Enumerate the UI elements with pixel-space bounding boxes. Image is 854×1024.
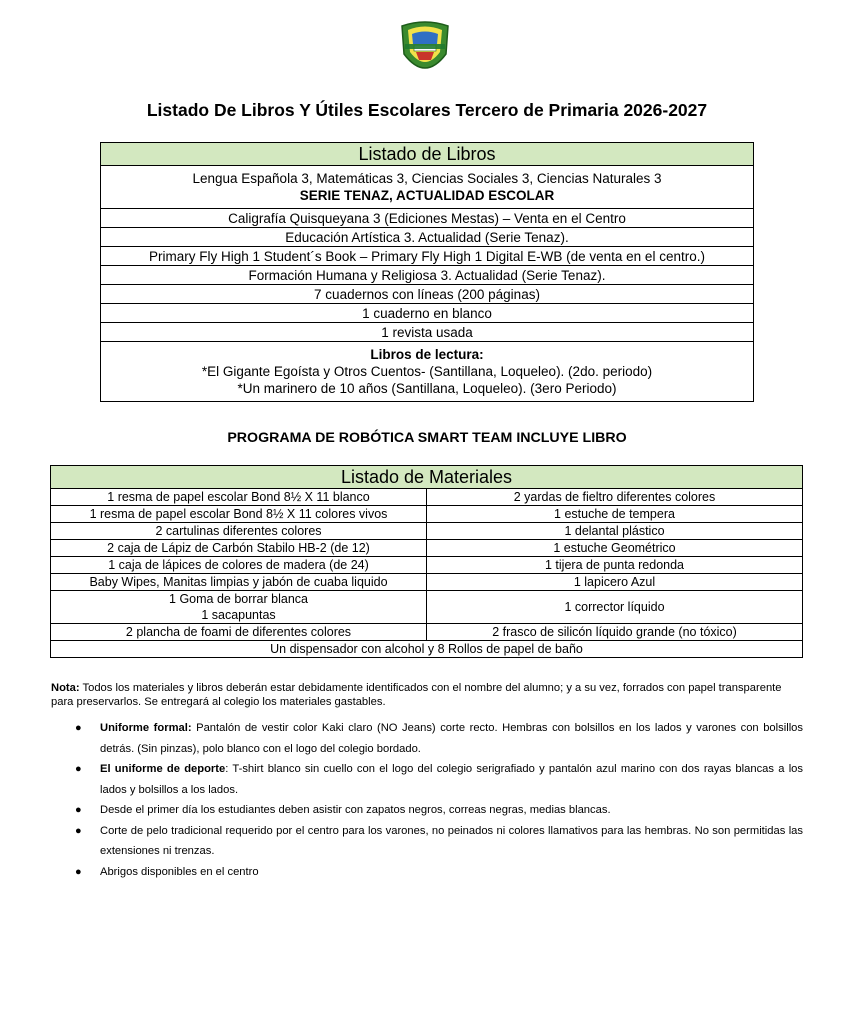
books-series-label: SERIE TENAZ, ACTUALIDAD ESCOLAR: [299, 188, 555, 203]
materials-cell-right: 2 frasco de silicón líquido grande (no tóxico): [427, 624, 803, 641]
materials-cell-left: Baby Wipes, Manitas limpias y jabón de cuaba liquido: [51, 574, 427, 591]
materials-cell-right: 1 lapicero Azul: [427, 574, 803, 591]
materials-cell-right: 2 yardas de fieltro diferentes colores: [427, 489, 803, 506]
bullet-text: Desde el primer día los estudiantes deben asistir con zapatos negros, correas negras, medias blancas.: [100, 804, 611, 816]
bullet-text: Pantalón de vestir color Kaki claro (NO Jeans) corte recto. Hembras con bolsillos en los lados y varones con bolsillos detrás. (Sin pinzas), polo blanco con el logo del colegio bordado.: [100, 722, 803, 755]
reading-book-1: *El Gigante Egoísta y Otros Cuentos- (Santillana, Loqueleo). (2do. periodo): [201, 364, 653, 379]
sharpener-item: 1 sacapuntas: [201, 608, 276, 622]
list-item: [51, 800, 803, 821]
bullet-text: Corte de pelo tradicional requerido por el centro para los varones, no peinados ni colores llamativos para las hembras. No son permitidas las extensiones ni trenzas.: [100, 824, 803, 857]
materials-cell-right: 1 tijera de punta redonda: [427, 557, 803, 574]
materials-cell-right: 1 corrector líquido: [427, 591, 803, 624]
materials-cell-right: 1 estuche Geométrico: [427, 540, 803, 557]
note-paragraph: [51, 681, 803, 709]
materials-cell-left: 2 caja de Lápiz de Carbón Stabilo HB-2 (de 12): [51, 540, 427, 557]
books-row: 1 cuaderno en blanco: [101, 304, 754, 323]
books-row: 1 revista usada: [101, 323, 754, 342]
bullet-icon: ●: [75, 865, 82, 878]
page-title: Listado De Libros Y Útiles Escolares Tercero de Primaria 2026-2027: [146, 100, 708, 120]
bullet-icon: ●: [75, 763, 82, 775]
bullet-icon: ●: [75, 824, 82, 837]
bullet-icon: ●: [75, 804, 82, 816]
books-table-header: [101, 143, 754, 166]
materials-cell-left: 2 cartulinas diferentes colores: [51, 523, 427, 540]
books-row: 7 cuadernos con líneas (200 páginas): [101, 285, 754, 304]
uniform-rules-list: [51, 718, 803, 882]
materials-cell-left-split: [51, 591, 427, 624]
reading-book-2: *Un marinero de 10 años (Santillana, Loqueleo). (3ero Periodo): [237, 381, 617, 396]
bullet-label: Uniforme formal:: [100, 722, 192, 734]
materials-cell-left: 1 caja de lápices de colores de madera (de 24): [51, 557, 427, 574]
books-header-label: Listado de Libros: [358, 143, 496, 164]
materials-cell-full: Un dispensador con alcohol y 8 Rollos de papel de baño: [51, 641, 803, 658]
note-label: Nota:: [51, 682, 80, 694]
books-table: [100, 142, 754, 402]
note-text: Todos los materiales y libros deberán estar debidamente identificados con el nombre del alumno; y a su vez, forrados con papel transparente para preservarlos. Se entregará al colegio los materiales gastables.: [51, 682, 782, 708]
list-item: [51, 821, 803, 862]
eraser-item: 1 Goma de borrar blanca: [169, 592, 308, 606]
reading-title: Libros de lectura:: [370, 347, 484, 362]
materials-cell-left: 1 resma de papel escolar Bond 8½ X 11 blanco: [51, 489, 427, 506]
books-row: Caligrafía Quisqueyana 3 (Ediciones Mestas) – Venta en el Centro: [101, 209, 754, 228]
list-item: [51, 718, 803, 759]
materials-table: [50, 465, 803, 658]
books-main-subjects: Lengua Española 3, Matemáticas 3, Ciencias Sociales 3, Ciencias Naturales 3: [192, 171, 662, 186]
books-row: Primary Fly High 1 Student´s Book – Primary Fly High 1 Digital E-WB (de venta en el centro.): [101, 247, 754, 266]
materials-table-header: [51, 466, 803, 489]
materials-cell-right: 1 estuche de tempera: [427, 506, 803, 523]
school-crest-logo: [396, 20, 454, 80]
bullet-icon: ●: [75, 722, 82, 734]
materials-cell-left: 1 resma de papel escolar Bond 8½ X 11 colores vivos: [51, 506, 427, 523]
materials-cell-right: 1 delantal plástico: [427, 523, 803, 540]
books-row: Formación Humana y Religiosa 3. Actualidad (Serie Tenaz).: [101, 266, 754, 285]
bullet-label: El uniforme de deporte: [100, 763, 226, 775]
books-row: Educación Artística 3. Actualidad (Serie Tenaz).: [101, 228, 754, 247]
robotics-program-heading: PROGRAMA DE ROBÓTICA SMART TEAM INCLUYE LIBRO: [227, 430, 627, 446]
list-item: [51, 862, 803, 883]
books-reading-row: [101, 342, 754, 402]
bullet-text: : T-shirt blanco sin cuello con el logo del colegio serigrafiado y pantalón azul marino con dos rayas blancas a los lados y bolsillos a los lados.: [100, 763, 803, 796]
books-row-main: [101, 166, 754, 209]
materials-cell-left: 2 plancha de foami de diferentes colores: [51, 624, 427, 641]
list-item: [51, 759, 803, 800]
materials-header-label: Listado de Materiales: [340, 466, 513, 487]
bullet-text: Abrigos disponibles en el centro: [100, 865, 259, 878]
